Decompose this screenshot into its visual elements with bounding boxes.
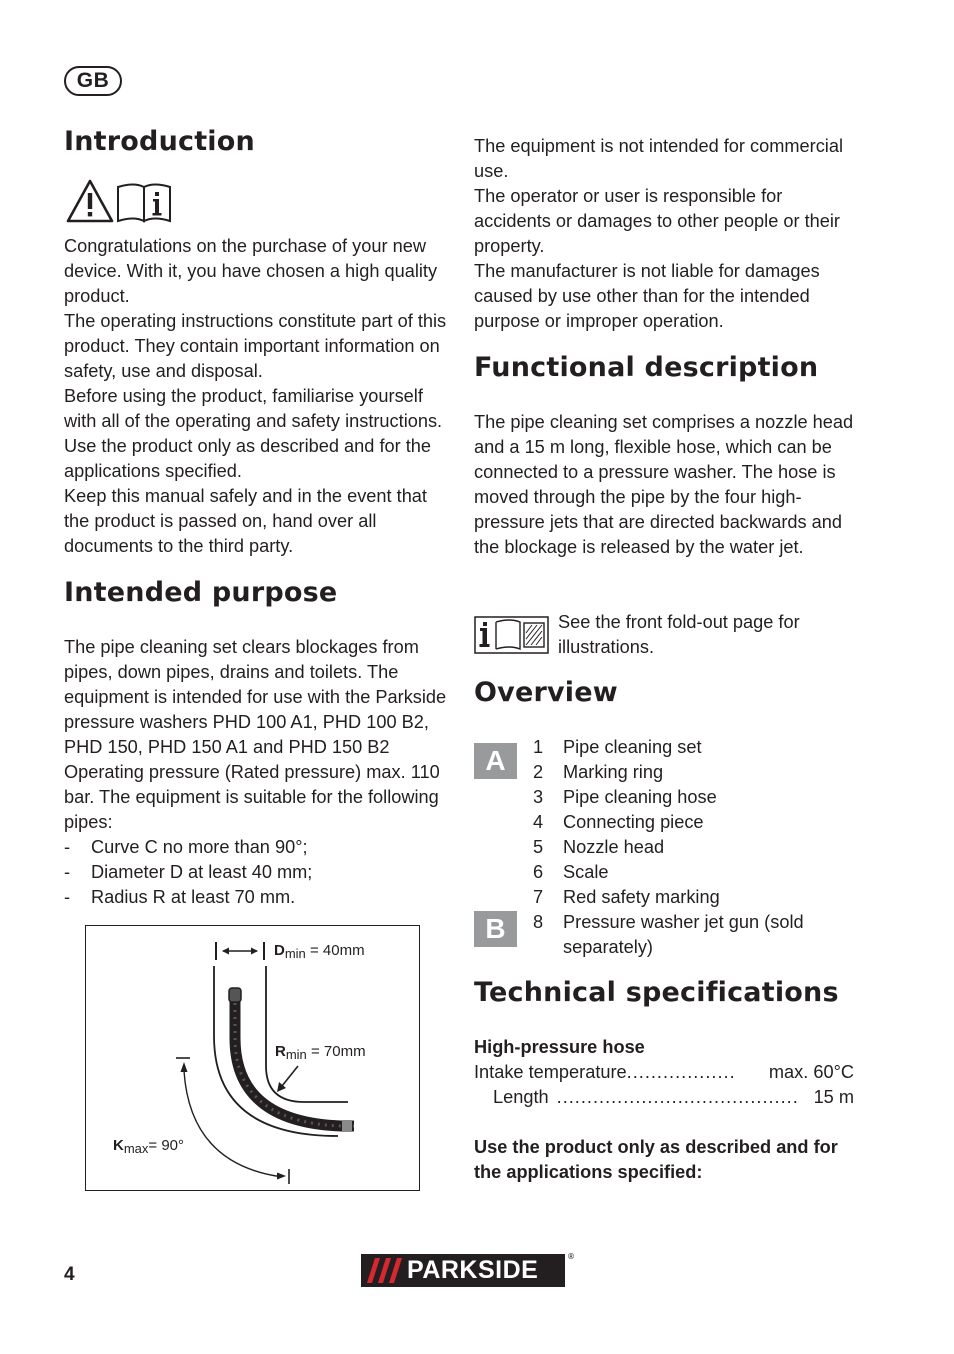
specs-heading: Technical specifications — [474, 977, 839, 1008]
intended-text — [64, 635, 454, 910]
list-item: 3 Pipe cleaning hose — [533, 787, 717, 807]
usage-notes — [474, 134, 864, 334]
intro-icons — [64, 178, 176, 228]
list-item: 6 Scale — [533, 862, 609, 882]
intro-paragraph: Before using the product, familiarise yourself with all of the operating and safety instructions. Use the product only as described and for the applications specified. — [64, 386, 443, 481]
pipe-bend-diagram — [85, 925, 420, 1191]
list-item: 8 Pressure washer jet gun (sold separately) — [533, 912, 804, 957]
spec-row-intake: Intake temperature .................. max. 60°C — [474, 1062, 854, 1082]
specs-block — [474, 1035, 854, 1110]
intended-paragraph: The pipe cleaning set clears blockages from pipes, down pipes, drains and toilets. The equipment is intended for use with the Parkside pressure washers PHD 100 A1, PHD 100 B2, PHD 150, PHD 150 A1 and PHD 150 B2 Operating pressure (Rated pressure) max. 110 bar. The equipment is suitable for the following pipes: — [64, 637, 447, 832]
list-item: 7 Red safety marking — [533, 887, 720, 907]
list-item: - Radius R at least 70 mm. — [64, 885, 454, 910]
list-item: 4 Connecting piece — [533, 812, 704, 832]
usage-paragraph: The operator or user is responsible for accidents or damages to other people or their property. — [474, 186, 840, 256]
functional-text: The pipe cleaning set comprises a nozzle head and a 15 m long, flexible hose, which can be connected to a pressure washer. The hose is moved through the pipe by the four high-pressure jets that are directed backwards and the blockage is released by the water jet. — [474, 412, 854, 557]
specs-subheading: High-pressure hose — [474, 1037, 645, 1057]
list-item: 2 Marking ring — [533, 762, 664, 782]
radius-pointer — [282, 1066, 298, 1086]
nozzle-head — [229, 988, 241, 1002]
curve-label: $K_{max}= 90^\circ$ — [113, 1137, 185, 1156]
pipe-requirements-list — [64, 835, 454, 910]
usage-paragraph: The manufacturer is not liable for damages caused by use other than for the intended purpose or improper operation. — [474, 261, 820, 331]
list-item: 1 Pipe cleaning set — [533, 737, 702, 757]
intended-heading: Intended purpose — [64, 577, 338, 608]
usage-paragraph: The equipment is not intended for commercial use. — [474, 136, 843, 181]
page-number: 4 — [64, 1264, 75, 1285]
intro-heading: Introduction — [64, 126, 255, 157]
spec-row-length: Length ........................................ 15 m — [493, 1087, 854, 1107]
intro-paragraph: Keep this manual safely and in the event that the product is passed on, hand over all documents to the third party. — [64, 486, 427, 556]
intro-paragraph: The operating instructions constitute part of this product. They contain important information on safety, use and disposal. — [64, 311, 447, 381]
intro-text — [64, 234, 454, 559]
list-item: - Diameter D at least 40 mm; — [64, 860, 454, 885]
usage-warning: Use the product only as described and for the applications specified: — [474, 1137, 838, 1182]
list-item: - Curve C no more than 90°; — [64, 835, 454, 860]
manual-info-icon — [118, 185, 170, 222]
hose-connector — [342, 1120, 352, 1132]
logo-slashes-icon — [361, 1254, 403, 1287]
diameter-label: $D_{min} = 40mm$ — [274, 942, 365, 961]
warning-icon — [68, 181, 112, 221]
pipe-inner-wall — [266, 966, 348, 1102]
figure-marker-b: B — [474, 911, 517, 947]
fold-out-info-icon — [474, 616, 550, 658]
list-item: 5 Nozzle head — [533, 837, 665, 857]
intro-paragraph: Congratulations on the purchase of your new device. With it, you have chosen a high quality product. — [64, 236, 438, 306]
fold-out-note: See the front fold-out page for illustrations. — [558, 612, 800, 657]
figure-marker-a: A — [474, 743, 517, 779]
functional-heading: Functional description — [474, 352, 819, 383]
radius-label: $R_{min} = 70mm$ — [275, 1043, 366, 1062]
registered-mark: ® — [567, 1252, 575, 1261]
overview-heading: Overview — [474, 677, 618, 708]
brand-name: PARKSIDE — [407, 1256, 539, 1284]
language-badge: GB — [64, 66, 122, 96]
parkside-logo — [361, 1252, 575, 1287]
parts-list — [533, 735, 833, 960]
overview-list-container — [533, 735, 833, 960]
